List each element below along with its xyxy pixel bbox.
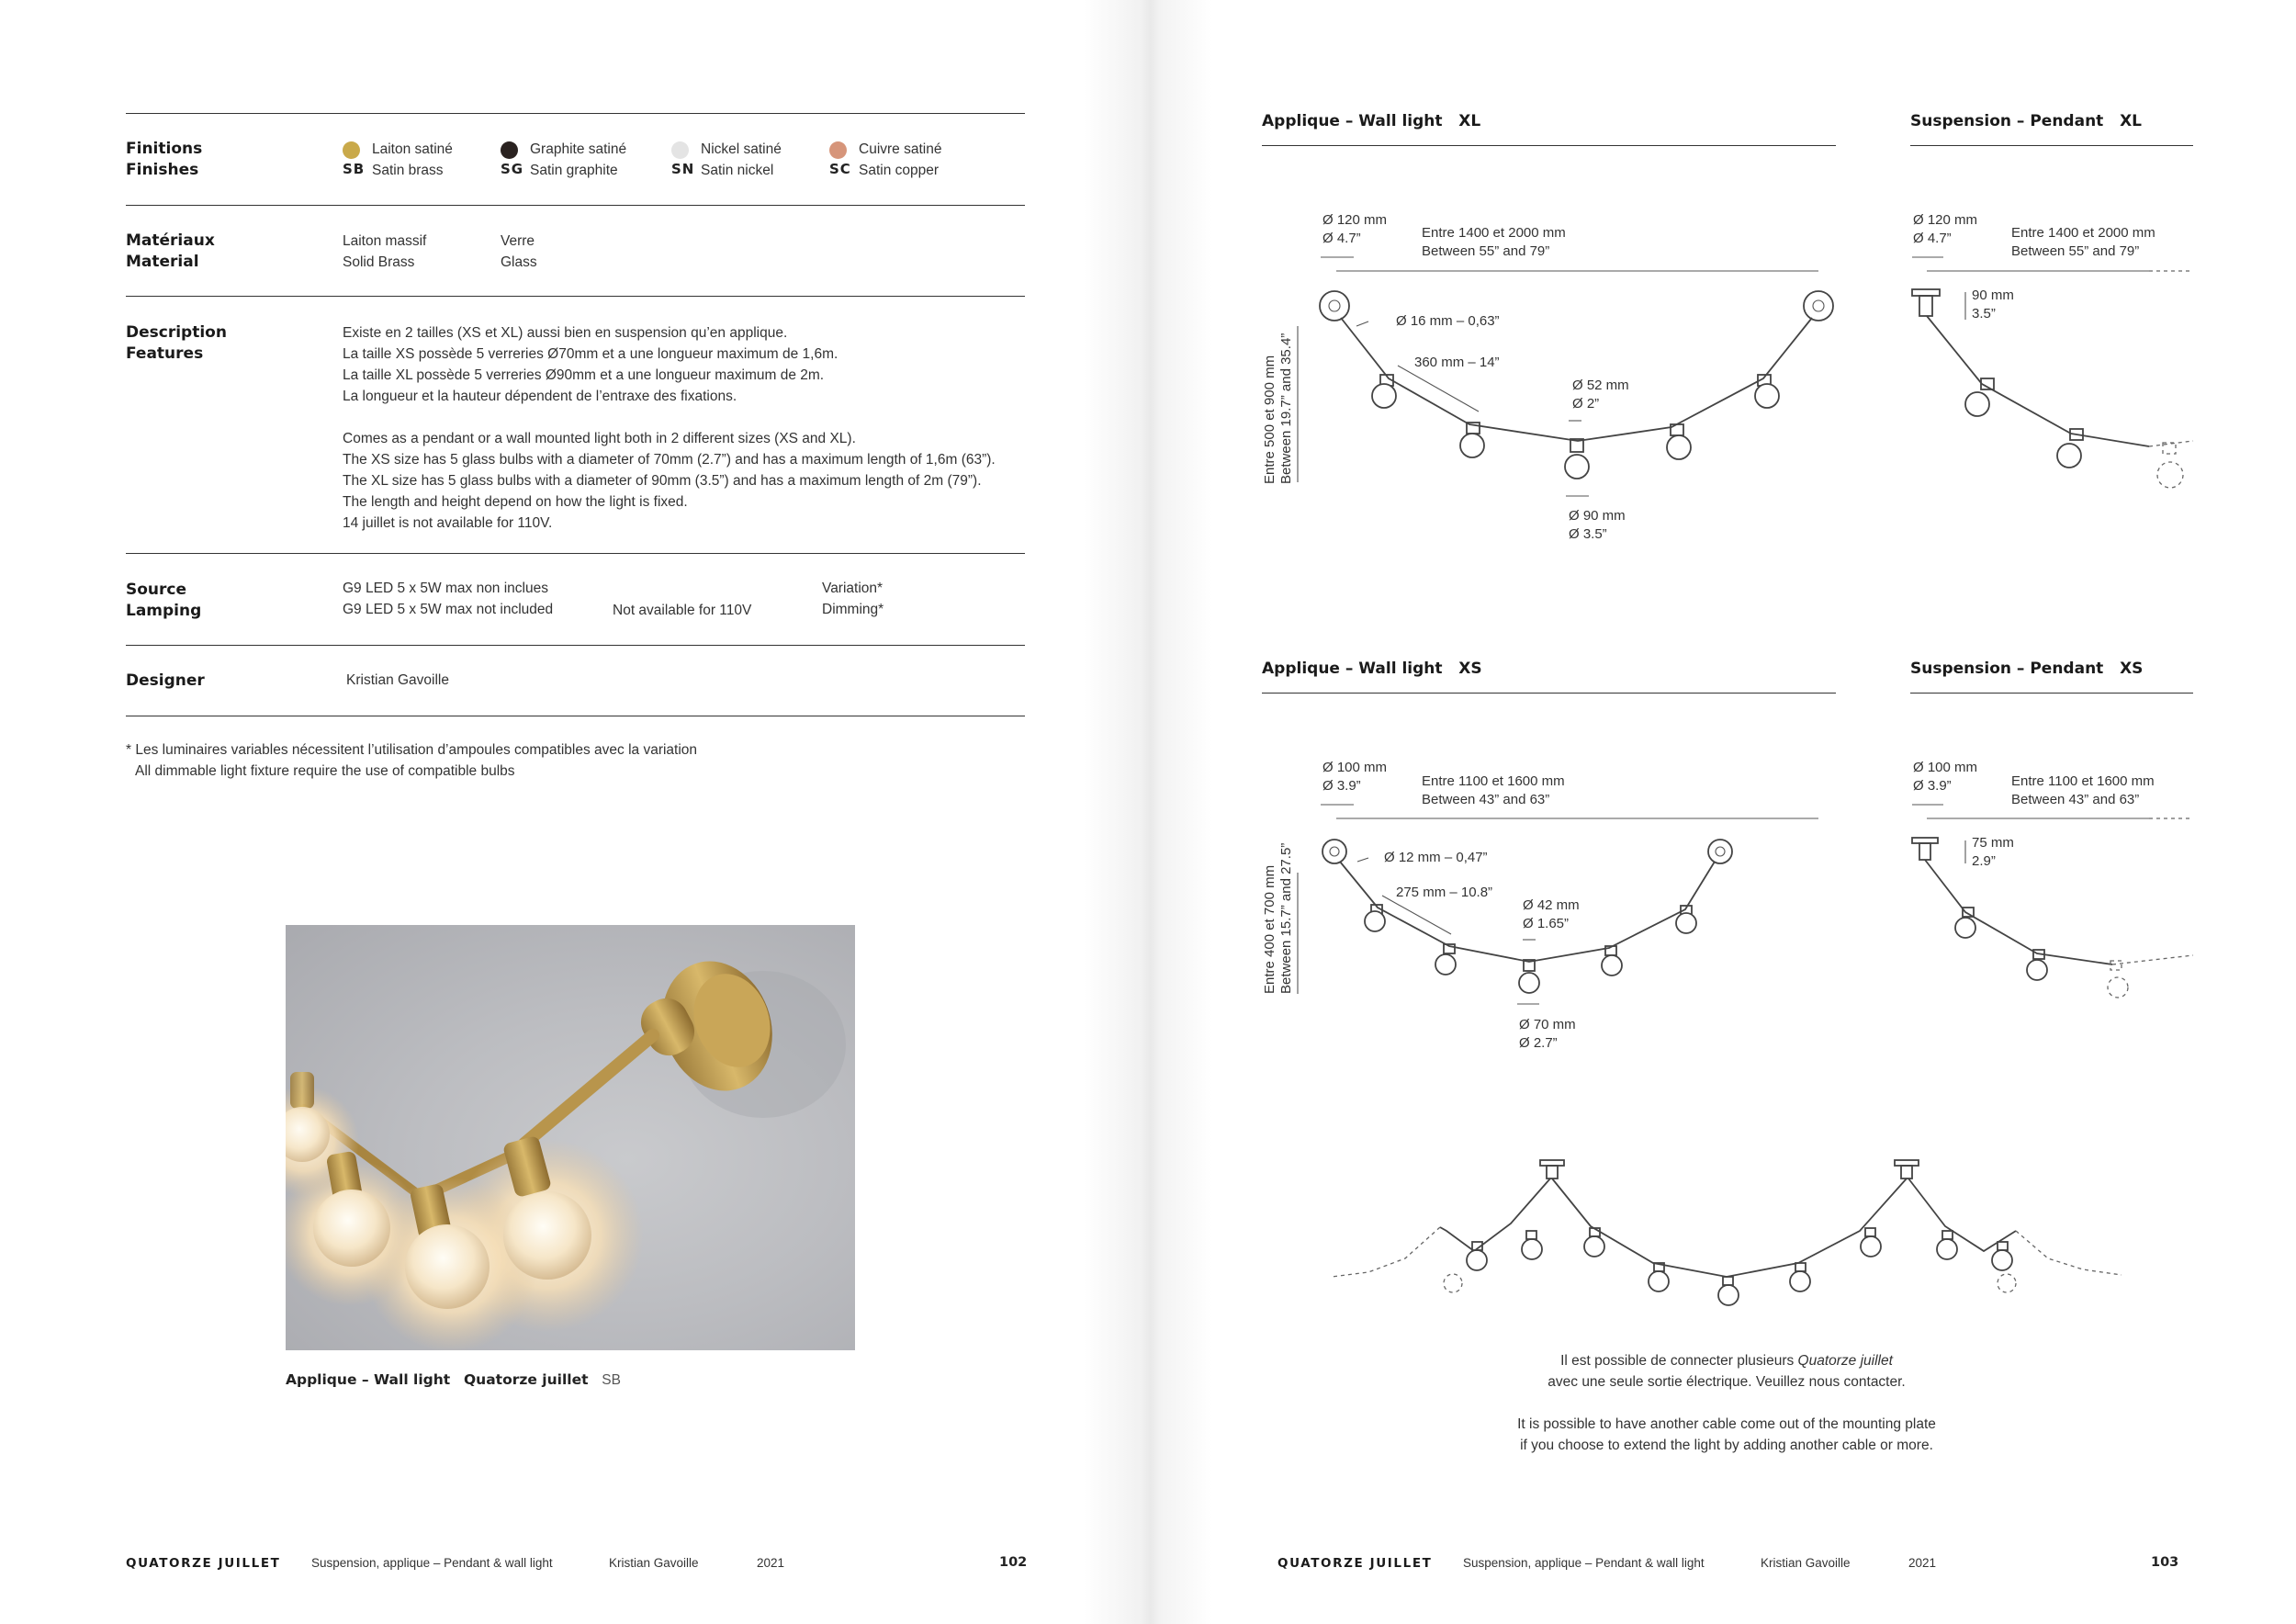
pendant-xl-length: Entre 1400 et 2000 mm Between 55” and 79” (2011, 225, 2155, 259)
finish-name-fr: Nickel satiné (701, 141, 782, 157)
pendant-xs-plate-diameter: Ø 100 mm Ø 3.9” (1913, 760, 1978, 794)
material-brass-fr: Laiton massif (343, 233, 427, 249)
wall-xl-segment: 360 mm – 14” (1414, 355, 1500, 370)
footer-designer: Kristian Gavoille (1761, 1556, 1851, 1570)
note-fr-line2: avec une seule sortie électrique. Veuillez nous contacter. (1548, 1374, 1906, 1390)
wall-xl-plate-diameter: Ø 120 mm Ø 4.7” (1322, 212, 1388, 246)
finish-code: SG (501, 161, 524, 177)
footer-designer: Kristian Gavoille (609, 1556, 699, 1570)
wall-xs-height-fr: Entre 400 et 700 mm (1262, 864, 1277, 994)
designer-name: Kristian Gavoille (346, 672, 449, 688)
drawing-pendant-xl (1912, 257, 2193, 488)
wall-xs-bulb: Ø 70 mm Ø 2.7” (1519, 1017, 1576, 1051)
section-title: Suspension – Pendant (1910, 660, 2104, 678)
designer-label: Designer (126, 671, 205, 690)
footer-year: 2021 (1908, 1556, 1937, 1570)
material-glass-en: Glass (501, 254, 537, 270)
finish-name-fr: Graphite satiné (530, 141, 627, 157)
footer-category: Suspension, applique – Pendant & wall light (311, 1556, 553, 1570)
caption-code: SB (602, 1372, 621, 1388)
finish-name-fr: Cuivre satiné (859, 141, 942, 157)
wall-xl-arm: Ø 16 mm – 0,63” (1396, 313, 1500, 329)
section-size: XL (1458, 112, 1481, 130)
finish-code: SC (829, 161, 851, 177)
footer-year: 2021 (757, 1556, 785, 1570)
wall-xs-length: Entre 1100 et 1600 mm Between 43” and 63” (1422, 773, 1565, 807)
finish-code: SN (671, 161, 695, 177)
footer-brand: QUATORZE JUILLET (1277, 1556, 1433, 1571)
lamping-line-fr: G9 LED 5 x 5W max non inclues (343, 581, 548, 596)
caption-type: Applique – Wall light (286, 1371, 451, 1388)
drawing-wall-xl (1298, 257, 1833, 496)
features-line-en: The XL size has 5 glass bulbs with a diameter of 90mm (3.5”) and has a maximum length of 2m (79”). (343, 473, 982, 489)
section-title: Applique – Wall light (1262, 660, 1443, 678)
wall-xs-socket: Ø 42 mm Ø 1.65” (1523, 897, 1580, 931)
wall-xl-height-fr: Entre 500 et 900 mm (1262, 355, 1277, 484)
lamping-label-en: Lamping (126, 602, 202, 620)
finishes-label-en: Finishes (126, 161, 199, 179)
pendant-xl-plate-diameter: Ø 120 mm Ø 4.7” (1913, 212, 1978, 246)
wall-xs-height-en: Between 15.7” and 27.5” (1278, 842, 1294, 994)
section-title: Applique – Wall light (1262, 112, 1443, 130)
features-label-en: Features (126, 344, 204, 363)
finish-name-en: Satin nickel (701, 163, 774, 178)
wall-xs-segment: 275 mm – 10.8” (1396, 885, 1493, 900)
note-fr-product-name: Quatorze juillet (1797, 1353, 1893, 1369)
wall-xl-height-en: Between 19.7” and 35.4” (1278, 333, 1294, 484)
wall-xs-arm: Ø 12 mm – 0,47” (1384, 850, 1488, 865)
features-line-fr: Existe en 2 tailles (XS et XL) aussi bien en suspension qu’en applique. (343, 325, 788, 341)
material-label-fr: Matériaux (126, 231, 215, 250)
voltage-note: Not available for 110V (613, 603, 752, 618)
lamping-line-en: G9 LED 5 x 5W max not included (343, 602, 554, 617)
pendant-xs-length: Entre 1100 et 1600 mm Between 43” and 63” (2011, 773, 2155, 807)
section-size: XS (2120, 660, 2144, 678)
finish-name-en: Satin copper (859, 163, 940, 178)
section-size: XL (2120, 112, 2143, 130)
drawing-pendant-xs (1912, 805, 2193, 998)
wall-xl-socket: Ø 52 mm Ø 2” (1572, 378, 1629, 412)
caption-name: Quatorze juillet (463, 1371, 589, 1388)
wall-xs-height (1262, 843, 1295, 994)
note-en-line1: It is possible to have another cable come out of the mounting plate (1517, 1416, 1936, 1432)
material-glass-fr: Verre (501, 233, 535, 249)
features-line-fr: La taille XS possède 5 verreries Ø70mm et a une longueur maximum de 1,6m. (343, 346, 838, 362)
section-size: XS (1458, 660, 1482, 678)
material-label-en: Material (126, 253, 199, 271)
wall-xl-bulb: Ø 90 mm Ø 3.5” (1569, 508, 1626, 542)
finishes-label-fr: Finitions (126, 140, 203, 158)
finish-code: SB (343, 161, 366, 177)
lamping-label-fr: Source (126, 581, 187, 599)
variation-text: Variation* (822, 581, 884, 596)
footer-category: Suspension, applique – Pendant & wall light (1463, 1556, 1705, 1570)
wall-xs-plate-diameter: Ø 100 mm Ø 3.9” (1322, 760, 1388, 794)
features-line-en: 14 juillet is not available for 110V. (343, 515, 553, 531)
footnote-fr: * Les luminaires variables nécessitent l’utilisation d’ampoules compatibles avec la variation (126, 742, 698, 758)
material-brass-en: Solid Brass (343, 254, 415, 270)
finish-name-en: Satin graphite (530, 163, 618, 178)
features-line-en: The XS size has 5 glass bulbs with a diameter of 70mm (2.7”) and has a maximum length of 1,6m (63”). (343, 452, 996, 468)
finish-name-fr: Laiton satiné (372, 141, 453, 157)
pendant-xs-canopy: 75 mm 2.9” (1972, 835, 2014, 869)
footnote-en: All dimmable light fixture require the use of compatible bulbs (135, 763, 515, 779)
section-title: Suspension – Pendant (1910, 112, 2104, 130)
features-line-fr: La longueur et la hauteur dépendent de l’entraxe des fixations. (343, 389, 737, 404)
finish-name-en: Satin brass (372, 163, 444, 178)
note-fr-line1: Il est possible de connecter plusieurs (1560, 1353, 1795, 1369)
wall-xl-length: Entre 1400 et 2000 mm Between 55” and 79” (1422, 225, 1566, 259)
footer-brand: QUATORZE JUILLET (126, 1556, 281, 1571)
features-line-en: The length and height depend on how the light is fixed. (343, 494, 688, 510)
connection-note (1433, 1350, 2020, 1456)
page-number: 102 (999, 1555, 1028, 1570)
wall-xl-height (1262, 333, 1295, 484)
features-line-fr: La taille XL possède 5 verreries Ø90mm et a une longueur maximum de 2m. (343, 367, 825, 383)
dimming-text: Dimming* (822, 602, 884, 617)
pendant-xl-canopy: 90 mm 3.5” (1972, 288, 2014, 321)
note-en-line2: if you choose to extend the light by adding another cable or more. (1520, 1438, 1933, 1453)
drawing-connected-pendants (1332, 1160, 2122, 1305)
features-line-en: Comes as a pendant or a wall mounted light both in 2 different sizes (XS and XL). (343, 431, 856, 446)
page-number: 103 (2151, 1555, 2179, 1570)
features-label-fr: Description (126, 323, 227, 342)
